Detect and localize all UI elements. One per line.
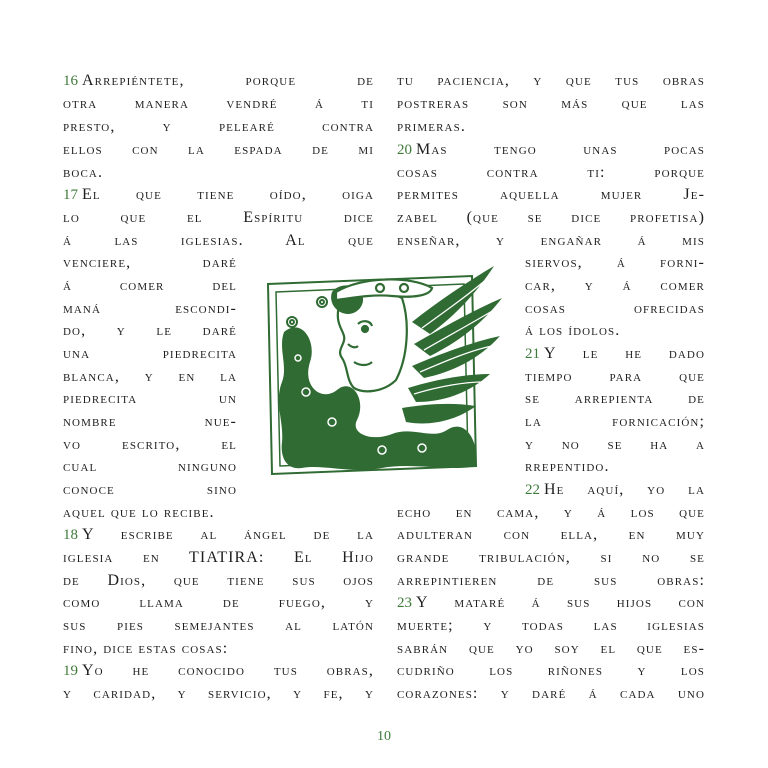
text-line: corazones: y daré á cada uno: [397, 685, 705, 702]
verse-number: 18: [63, 527, 78, 543]
text-line: tu paciencia, y que tus obras: [397, 72, 705, 89]
text-line: 17 El que tiene oído, oiga: [63, 186, 374, 203]
text-line: á comer del: [63, 277, 237, 294]
page-number: 10: [377, 729, 391, 744]
verse-number: 17: [63, 187, 78, 203]
text-line: otra manera vendré á ti: [63, 95, 374, 112]
text-line: do, y le daré: [63, 322, 237, 339]
text-line: 23 Y mataré á sus hijos con: [397, 594, 705, 611]
text-line: la fornicación;: [525, 413, 705, 430]
verse-number: 20: [397, 142, 412, 158]
text-line: á los ídolos.: [525, 322, 621, 339]
text-line: maná escondi-: [63, 300, 237, 317]
text-line: primeras.: [397, 118, 466, 135]
text-line: piedrecita un: [63, 390, 237, 407]
text-line: ellos con la espada de mi: [63, 141, 374, 158]
text-line: de Dios, que tiene sus ojos: [63, 572, 374, 589]
text-line: fino, dice estas cosas:: [63, 640, 229, 657]
text-line: echo en cama, y á los que: [397, 504, 705, 521]
text-line: postreras son más que las: [397, 95, 705, 112]
text-line: sus pies semejantes al latón: [63, 617, 374, 634]
text-line: siervos, á forni-: [525, 254, 705, 271]
text-line: presto, y pelearé contra: [63, 118, 374, 135]
text-line: iglesia en TIATIRA: El Hijo: [63, 549, 374, 566]
text-line: enseñar, y engañar á mis: [397, 232, 705, 249]
verse-number: 16: [63, 73, 78, 89]
text-line: lo que el Espíritu dice: [63, 209, 374, 226]
text-line: cudriño los riñones y los: [397, 662, 705, 679]
text-line: y no se ha a: [525, 436, 705, 453]
text-line: blanca, y en la: [63, 368, 237, 385]
text-line: como llama de fuego, y: [63, 594, 374, 611]
text-line: venciere, daré: [63, 254, 237, 271]
text-line: tiempo para que: [525, 368, 705, 385]
text-line: nombre nue-: [63, 413, 237, 430]
angel-illustration: [262, 262, 510, 480]
text-line: boca.: [63, 164, 104, 181]
text-line: conoce sino: [63, 481, 237, 498]
text-line: á las iglesias. Al que: [63, 232, 374, 249]
text-line: se arrepienta de: [525, 390, 705, 407]
text-line: grande tribulación, si no se: [397, 549, 705, 566]
text-line: 19 Yo he conocido tus obras,: [63, 662, 374, 679]
text-line: cosas contra ti: porque: [397, 164, 705, 181]
text-line: vo escrito, el: [63, 436, 237, 453]
text-line: rrepentido.: [525, 458, 610, 475]
text-line: una piedrecita: [63, 345, 237, 362]
text-line: 16 Arrepiéntete, porque de: [63, 72, 374, 89]
text-line: arrepintieren de sus obras:: [397, 572, 705, 589]
text-line: 18 Y escribe al ángel de la: [63, 526, 374, 543]
verse-number: 23: [397, 595, 412, 611]
text-line: cual ninguno: [63, 458, 237, 475]
text-line: aquel que lo recibe.: [63, 504, 215, 521]
text-line: zabel (que se dice profetisa): [397, 209, 705, 226]
text-line: car, y á comer: [525, 277, 705, 294]
text-line: cosas ofrecidas: [525, 300, 705, 317]
text-line: permites aquella mujer Je-: [397, 186, 705, 203]
text-line: adulteran con ella, en muy: [397, 526, 705, 543]
text-line: 22 He aquí, yo la: [525, 481, 705, 498]
text-line: y caridad, y servicio, y fe, y: [63, 685, 374, 702]
verse-number: 22: [525, 482, 540, 498]
text-line: 20 Mas tengo unas pocas: [397, 141, 705, 158]
text-line: sabrán que yo soy el que es-: [397, 640, 705, 657]
verse-number: 21: [525, 346, 540, 362]
text-line: 21 Y le he dado: [525, 345, 705, 362]
text-line: muerte; y todas las iglesias: [397, 617, 705, 634]
verse-number: 19: [63, 663, 78, 679]
